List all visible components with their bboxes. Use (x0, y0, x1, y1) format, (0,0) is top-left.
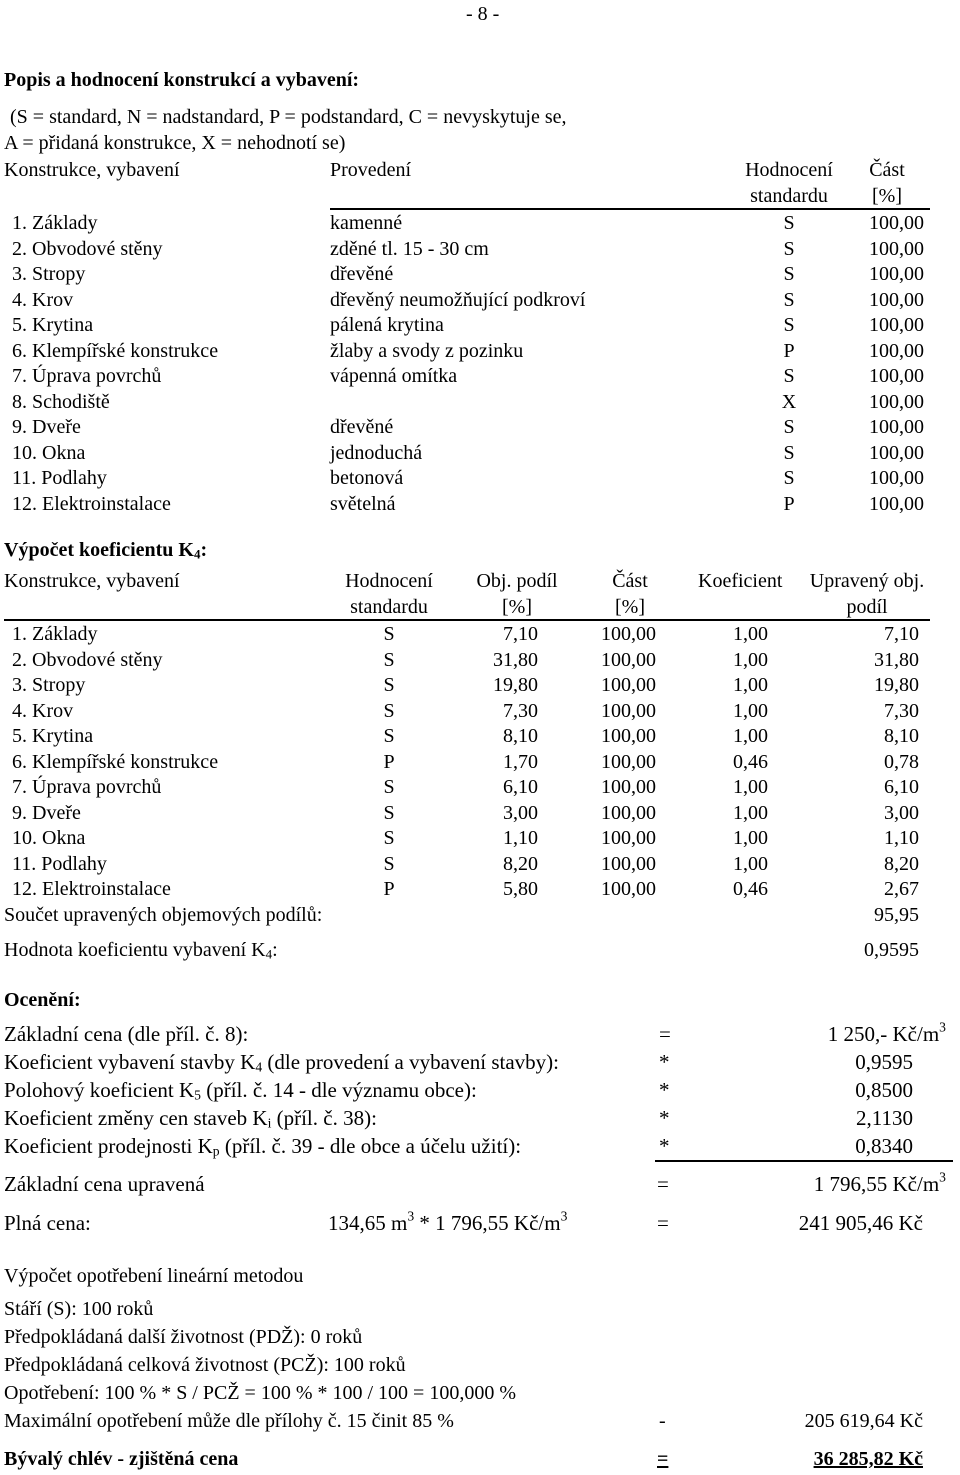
row-upraveny: 8,10 (884, 725, 919, 747)
legend-line2: A = přidaná konstrukce, X = nehodnotí se) (4, 132, 346, 154)
row-name: 3. Stropy (12, 674, 86, 696)
table-row (0, 675, 960, 700)
row-provedeni: jednoduchá (330, 441, 423, 464)
row-hodnoceni: S (383, 725, 395, 747)
table-row (0, 315, 960, 340)
row-upraveny: 31,80 (874, 648, 919, 671)
row-cast: 100,00 (869, 416, 924, 438)
row-cast: 100,00 (869, 467, 924, 489)
row-name: 4. Krov (12, 288, 74, 311)
sum-value: 95,95 (874, 904, 919, 926)
row-hodnoceni: S (383, 827, 395, 849)
table-row (0, 290, 960, 315)
row-upraveny: 0,78 (884, 750, 919, 773)
row-cast: 100,00 (869, 441, 924, 464)
row-hodnoceni: X (781, 390, 797, 413)
stari: Stáří (S): 100 roků (4, 1298, 154, 1320)
row-name: 7. Úprava povrchů (12, 776, 162, 798)
row-provedeni: kamenné (330, 212, 403, 234)
row-koeficient: 1,00 (733, 827, 768, 849)
row-provedeni: vápenná omítka (330, 365, 458, 387)
table-row (0, 213, 960, 238)
row-koeficient: 1,00 (733, 623, 768, 645)
valuation-label: Koeficient změny cen staveb $K_i$ (příl. č. 38): (4, 1106, 377, 1131)
row-hodnoceni: S (383, 648, 395, 671)
max-opotrebeni-label: Maximální opotřebení může dle přílohy č. 15 činit 85 % (4, 1410, 454, 1432)
sum-label: Součet upravených objemových podílů: (4, 904, 323, 926)
valuation-label: Koeficient prodejnosti $K_p$ (příl. č. 39 - dle obce a účelu užití): (4, 1134, 522, 1159)
legend-line1: (S = standard, N = nadstandard, P = podstandard, C = nevyskytuje se, (10, 106, 567, 128)
header-cast-unit: [%] (872, 185, 902, 207)
row-hodnoceni: S (783, 288, 795, 311)
row-hodnoceni: S (783, 314, 795, 336)
row-cast: 100,00 (869, 390, 924, 413)
table-row (0, 239, 960, 264)
row-cast: 100,00 (869, 263, 924, 285)
row-provedeni: žlaby a svody z pozinku (330, 339, 524, 362)
row-name: 11. Podlahy (12, 467, 107, 489)
row-obj-podil: 31,80 (493, 648, 538, 671)
row-hodnoceni: P (783, 492, 795, 515)
row-upraveny: 2,67 (884, 878, 919, 900)
row-obj-podil: 5,80 (503, 878, 538, 900)
row-koeficient: 1,00 (733, 801, 768, 824)
row-name: 6. Klempířské konstrukce (12, 339, 219, 362)
section4-title: Výpočet opotřebení lineární metodou (4, 1265, 304, 1287)
table-row (0, 879, 960, 904)
k4-label: Hodnota koeficientu vybavení $K_4$: (4, 939, 278, 962)
row-cast: 100,00 (601, 725, 656, 747)
header-cast: Část (869, 159, 905, 181)
table-row (0, 828, 960, 853)
table-row (0, 341, 960, 366)
section1-title: Popis a hodnocení konstrukcí a vybavení: (4, 69, 360, 91)
row-provedeni: pálená krytina (330, 314, 444, 336)
row-koeficient: 1,00 (733, 725, 768, 747)
row-hodnoceni: S (783, 441, 795, 464)
valuation-operator: = (659, 1022, 671, 1046)
row-cast: 100,00 (601, 878, 656, 900)
final-value: 36 285,82 Kč (813, 1448, 923, 1470)
max-opotrebeni-op: - (659, 1410, 666, 1432)
row-name: 9. Dveře (12, 416, 81, 438)
table-row (0, 443, 960, 468)
table-row (0, 468, 960, 493)
header2-upraveny: Upravený obj. (809, 570, 925, 592)
row-name: 5. Krytina (12, 725, 94, 747)
pdz: Předpokládaná další životnost (PDŽ): 0 roků (4, 1326, 363, 1348)
plna-label: Plná cena: (4, 1211, 91, 1235)
row-cast: 100,00 (601, 699, 656, 722)
row-obj-podil: 8,20 (503, 852, 538, 875)
opotrebeni: Opotřebení: 100 % * S / PCŽ = 100 % * 100 / 100 = 100,000 % (4, 1382, 516, 1404)
plna-calc: 134,65 $m^3 * 1$ 796,55 $Kč/m^3$ (328, 1208, 568, 1235)
row-name: 12. Elektroinstalace (12, 492, 171, 515)
table-row (0, 494, 960, 519)
row-hodnoceni: S (783, 365, 795, 387)
section1-header-rule (330, 208, 930, 210)
header2-cast: Část (612, 570, 648, 592)
table-row (0, 726, 960, 751)
upravena-value: 1 796,55 $Kč/m^3$ (813, 1169, 946, 1196)
row-upraveny: 7,10 (884, 623, 919, 645)
row-name: 7. Úprava povrchů (12, 365, 162, 387)
row-hodnoceni: S (383, 699, 395, 722)
table-row (0, 624, 960, 649)
row-name: 11. Podlahy (12, 852, 107, 875)
final-label: Bývalý chlév - zjištěná cena (4, 1448, 239, 1470)
valuation-value: 0,9595 (855, 1050, 913, 1074)
row-koeficient: 0,46 (733, 750, 768, 773)
row-upraveny: 7,30 (884, 699, 919, 722)
row-upraveny: 3,00 (884, 801, 919, 824)
table-row (0, 701, 960, 726)
row-name: 10. Okna (12, 441, 86, 464)
row-upraveny: 19,80 (874, 674, 919, 696)
row-cast: 100,00 (869, 288, 924, 311)
row-hodnoceni: S (383, 776, 395, 798)
valuation-rule (655, 1160, 953, 1162)
row-hodnoceni: P (383, 878, 395, 900)
valuation-line (0, 1080, 960, 1105)
valuation-value: 0,8340 (855, 1134, 913, 1158)
section2-title: Výpočet koeficientu $K_4$: (4, 539, 208, 562)
header2-obj-podil: Obj. podíl (476, 570, 558, 592)
table-row (0, 392, 960, 417)
row-koeficient: 1,00 (733, 776, 768, 798)
page-number: - 8 - (466, 3, 500, 25)
row-obj-podil: 19,80 (493, 674, 538, 696)
valuation-value: 2,1130 (856, 1106, 913, 1130)
row-cast: 100,00 (869, 492, 924, 515)
table-row (0, 264, 960, 289)
header2-konstrukce: Konstrukce, vybavení (4, 570, 180, 592)
row-koeficient: 1,00 (733, 699, 768, 722)
final-op: = (657, 1448, 669, 1470)
row-name: 5. Krytina (12, 314, 94, 336)
row-provedeni: dřevěné (330, 263, 394, 285)
row-upraveny: 1,10 (884, 827, 919, 849)
valuation-line (0, 1019, 960, 1049)
row-obj-podil: 7,30 (503, 699, 538, 722)
row-cast: 100,00 (601, 623, 656, 645)
row-name: 8. Schodiště (12, 390, 110, 413)
row-cast: 100,00 (601, 801, 656, 824)
valuation-line (0, 1136, 960, 1161)
table-row (0, 752, 960, 777)
row-upraveny: 6,10 (884, 776, 919, 798)
table-row (0, 777, 960, 802)
table-row (0, 650, 960, 675)
row-obj-podil: 3,00 (503, 801, 538, 824)
table-row (0, 854, 960, 879)
row-cast: 100,00 (601, 827, 656, 849)
k4-value: 0,9595 (864, 939, 919, 961)
header2-hodnoceni: Hodnocení (345, 570, 433, 592)
row-name: 3. Stropy (12, 263, 86, 285)
row-koeficient: 1,00 (733, 648, 768, 671)
row-name: 4. Krov (12, 699, 74, 722)
pcz: Předpokládaná celková životnost (PCŽ): 100 roků (4, 1354, 406, 1376)
header2-standardu: standardu (350, 596, 428, 618)
valuation-operator: * (659, 1106, 670, 1130)
row-cast: 100,00 (869, 237, 924, 260)
row-cast: 100,00 (869, 314, 924, 336)
valuation-operator: * (659, 1134, 670, 1158)
row-name: 2. Obvodové stěny (12, 648, 163, 671)
valuation-label: Koeficient vybavení stavby $K_4$ (dle provedení a vybavení stavby): (4, 1050, 559, 1075)
header-hodnoceni: Hodnocení (745, 159, 833, 181)
row-obj-podil: 1,70 (503, 750, 538, 773)
max-opotrebeni-value: 205 619,64 Kč (804, 1410, 923, 1432)
row-cast: 100,00 (601, 776, 656, 798)
row-koeficient: 1,00 (733, 852, 768, 875)
table-row (0, 803, 960, 828)
row-obj-podil: 1,10 (503, 827, 538, 849)
row-provedeni: betonová (330, 467, 404, 489)
upravena-op: = (657, 1172, 669, 1196)
valuation-label: Základní cena (dle příl. č. 8): (4, 1022, 249, 1046)
row-hodnoceni: S (383, 852, 395, 875)
row-cast: 100,00 (869, 339, 924, 362)
valuation-value: 0,8500 (855, 1078, 913, 1102)
row-hodnoceni: S (783, 467, 795, 489)
valuation-operator: * (659, 1078, 670, 1102)
row-name: 1. Základy (12, 212, 98, 234)
header2-podil: podíl (846, 596, 888, 618)
header2-obj-unit: [%] (502, 596, 532, 618)
row-obj-podil: 7,10 (503, 623, 538, 645)
row-name: 2. Obvodové stěny (12, 237, 163, 260)
row-provedeni: zděné tl. 15 - 30 cm (330, 237, 489, 260)
row-hodnoceni: S (383, 623, 395, 645)
row-provedeni: dřevěné (330, 416, 394, 438)
plna-op: = (657, 1211, 669, 1235)
row-obj-podil: 6,10 (503, 776, 538, 798)
row-hodnoceni: S (383, 801, 395, 824)
valuation-line (0, 1052, 960, 1077)
row-koeficient: 1,00 (733, 674, 768, 696)
row-hodnoceni: S (783, 237, 795, 260)
header2-koeficient: Koeficient (698, 570, 783, 592)
table-row (0, 417, 960, 442)
row-name: 6. Klempířské konstrukce (12, 750, 219, 773)
row-cast: 100,00 (601, 750, 656, 773)
row-provedeni: dřevěný neumožňující podkroví (330, 288, 586, 311)
row-upraveny: 8,20 (884, 852, 919, 875)
row-provedeni: světelná (330, 492, 396, 515)
row-hodnoceni: S (783, 416, 795, 438)
row-name: 1. Základy (12, 623, 98, 645)
row-hodnoceni: S (783, 212, 795, 234)
upravena-label: Základní cena upravená (4, 1172, 205, 1196)
valuation-line (0, 1108, 960, 1133)
header-konstrukce: Konstrukce, vybavení (4, 159, 180, 181)
row-hodnoceni: S (383, 674, 395, 696)
row-hodnoceni: P (383, 750, 395, 773)
row-koeficient: 0,46 (733, 878, 768, 900)
row-hodnoceni: P (783, 339, 795, 362)
valuation-label: Polohový koeficient $K_5$ (příl. č. 14 - dle významu obce): (4, 1078, 477, 1103)
row-cast: 100,00 (869, 212, 924, 234)
row-obj-podil: 8,10 (503, 725, 538, 747)
row-name: 10. Okna (12, 827, 86, 849)
header-provedeni: Provedení (330, 159, 412, 181)
section3-title: Ocenění: (4, 989, 81, 1011)
section2-header-rule (4, 619, 930, 621)
row-name: 9. Dveře (12, 801, 81, 824)
valuation-value: 1 250,- $Kč/m^3$ (827, 1019, 946, 1046)
header-standardu: standardu (750, 185, 828, 207)
header2-cast-unit: [%] (615, 596, 645, 618)
plna-value: 241 905,46 Kč (798, 1211, 923, 1235)
row-cast: 100,00 (601, 674, 656, 696)
table-row (0, 366, 960, 391)
row-cast: 100,00 (601, 648, 656, 671)
row-name: 12. Elektroinstalace (12, 878, 171, 900)
row-hodnoceni: S (783, 263, 795, 285)
valuation-operator: * (659, 1050, 670, 1074)
row-cast: 100,00 (869, 365, 924, 387)
row-cast: 100,00 (601, 852, 656, 875)
